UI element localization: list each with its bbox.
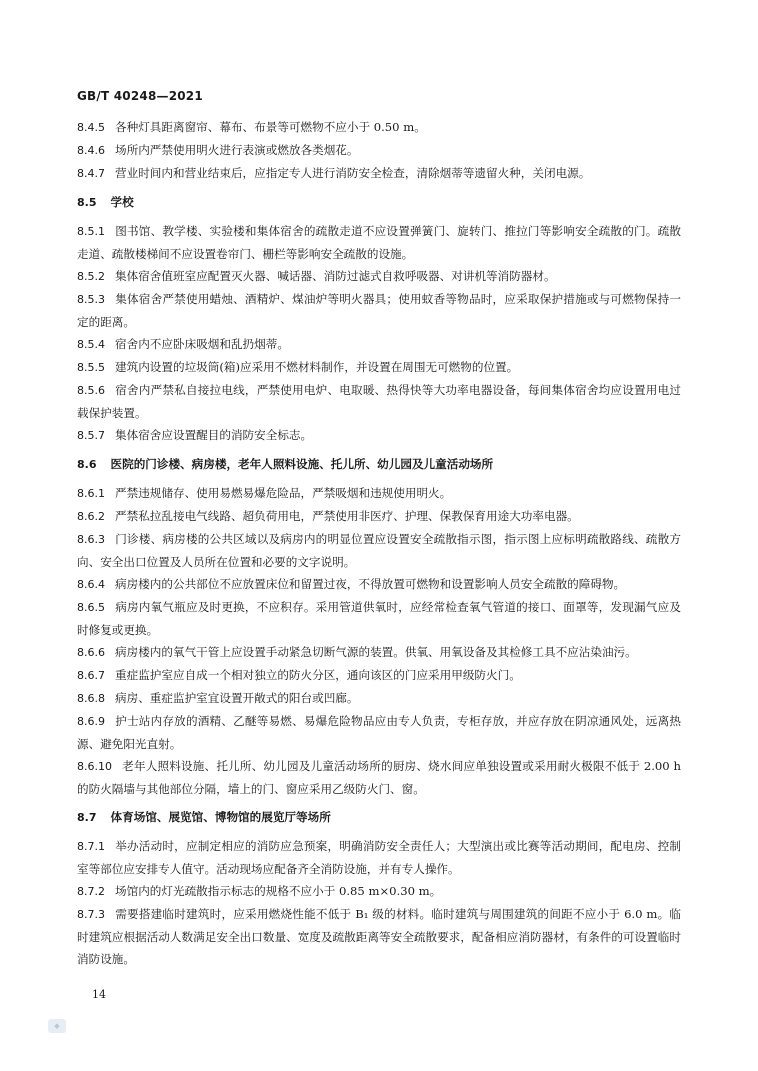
clause-text: 场所内严禁使用明火进行表演或燃放各类烟花。	[115, 143, 359, 157]
clause-number: 8.5.3	[77, 293, 105, 306]
clause-paragraph	[77, 528, 681, 573]
clause-paragraph	[77, 903, 681, 970]
clause-paragraph	[77, 288, 681, 333]
clause-text: 护士站内存放的酒精、乙醚等易燃、易爆危险物品应由专人负责，专柜存放，并应存放在阴凉通风处，远离热源、避免阳光直射。	[77, 714, 681, 751]
clause-number: 8.6	[77, 458, 97, 471]
section-heading	[77, 806, 681, 829]
clause-number: 8.7	[77, 811, 97, 824]
clause-number: 8.6.5	[77, 601, 105, 614]
clause-text: 病房楼内的公共部位不应放置床位和留置过夜，不得放置可燃物和设置影响人员安全疏散的障碍物。	[115, 577, 626, 591]
clause-number: 8.5.2	[77, 270, 105, 283]
page-number: 14	[92, 988, 106, 1001]
clause-text: 集体宿舍值班室应配置灭火器、喊话器、消防过滤式自救呼吸器、对讲机等消防器材。	[115, 269, 556, 283]
section-heading	[77, 453, 681, 476]
clause-paragraph	[77, 687, 681, 710]
clause-paragraph	[77, 835, 681, 880]
clause-number: 8.5.6	[77, 384, 105, 397]
clause-paragraph	[77, 139, 681, 162]
clause-number: 8.7.1	[77, 840, 105, 853]
clause-text: 宿舍内严禁私自接拉电线，严禁使用电炉、电取暖、热得快等大功率电器设备，每间集体宿舍均应设置用电过载保护装置。	[77, 383, 681, 420]
clause-text: 宿舍内不应卧床吸烟和乱扔烟蒂。	[115, 337, 289, 351]
clause-number: 8.7.2	[77, 885, 105, 898]
clause-paragraph	[77, 710, 681, 755]
clause-paragraph	[77, 356, 681, 379]
clause-paragraph	[77, 333, 681, 356]
clause-number: 8.6.6	[77, 646, 105, 659]
clause-number: 8.6.2	[77, 510, 105, 523]
clause-paragraph	[77, 641, 681, 664]
clause-number: 8.6.10	[77, 760, 112, 773]
clause-number: 8.6.4	[77, 578, 105, 591]
clause-number: 8.6.8	[77, 692, 105, 705]
clause-text: 门诊楼、病房楼的公共区域以及病房内的明显位置应设置安全疏散指示图，指示图上应标明疏散路线、疏散方向、安全出口位置及人员所在位置和必要的文字说明。	[77, 532, 681, 569]
clause-paragraph	[77, 162, 681, 185]
clause-paragraph	[77, 880, 681, 903]
clause-text: 场馆内的灯光疏散指示标志的规格不应小于 0.85 m×0.30 m。	[115, 884, 442, 898]
clause-number: 8.6.3	[77, 533, 105, 546]
section-title: 学校	[110, 195, 134, 209]
clause-text: 集体宿舍严禁使用蜡烛、酒精炉、煤油炉等明火器具；使用蚊香等物品时，应采取保护措施或与可燃物保持一定的距离。	[77, 292, 681, 329]
clause-paragraph	[77, 379, 681, 424]
clause-number: 8.5	[77, 196, 97, 209]
clause-number: 8.5.5	[77, 361, 105, 374]
clause-text: 重症监护室应自成一个相对独立的防火分区，通向该区的门应采用甲级防火门。	[115, 668, 521, 682]
clause-number: 8.4.5	[77, 121, 105, 134]
clause-paragraph	[77, 505, 681, 528]
clause-paragraph	[77, 220, 681, 265]
clause-text: 病房楼内的氧气干管上应设置手动紧急切断气源的装置。供氧、用氧设备及其检修工具不应沾染油污。	[115, 645, 637, 659]
clause-number: 8.6.9	[77, 715, 105, 728]
clause-text: 需要搭建临时建筑时，应采用燃烧性能不低于 B₁ 级的材料。临时建筑与周围建筑的间距不应小于 6.0 m。临时建筑应根据活动人数满足安全出口数量、宽度及疏散距离等安全疏散要求，配备相应消防器材，有条件的可设置临时消防设施。	[77, 907, 681, 966]
clause-paragraph	[77, 116, 681, 139]
clause-text: 集体宿舍应设置醒目的消防安全标志。	[115, 428, 313, 442]
clause-number: 8.4.6	[77, 144, 105, 157]
clause-number: 8.5.7	[77, 429, 105, 442]
clause-number: 8.5.4	[77, 338, 105, 351]
clause-paragraph	[77, 573, 681, 596]
clause-text: 病房、重症监护室宜设置开敞式的阳台或凹廊。	[115, 691, 359, 705]
clause-text: 举办活动时，应制定相应的消防应急预案，明确消防安全责任人；大型演出或比赛等活动期间，配电房、控制室等部位应安排专人值守。活动现场应配备齐全消防设施，并有专人操作。	[77, 839, 681, 876]
clause-number: 8.4.7	[77, 167, 105, 180]
page-content	[77, 116, 681, 970]
section-title: 医院的门诊楼、病房楼，老年人照料设施、托儿所、幼儿园及儿童活动场所	[110, 457, 494, 471]
clause-paragraph	[77, 265, 681, 288]
clause-number: 8.6.1	[77, 487, 105, 500]
clause-text: 各种灯具距离窗帘、幕布、布景等可燃物不应小于 0.50 m。	[115, 120, 426, 134]
section-heading	[77, 191, 681, 214]
clause-text: 严禁违规储存、使用易燃易爆危险品，严禁吸烟和违规使用明火。	[115, 486, 452, 500]
clause-text: 建筑内设置的垃圾筒(箱)应采用不燃材料制作，并设置在周围无可燃物的位置。	[115, 360, 519, 374]
clause-text: 病房内氧气瓶应及时更换，不应积存。采用管道供氧时，应经常检查氧气管道的接口、面罩等，发现漏气应及时修复或更换。	[77, 600, 681, 637]
clause-text: 图书馆、教学楼、实验楼和集体宿舍的疏散走道不应设置弹簧门、旋转门、推拉门等影响安全疏散的门。疏散走道、疏散楼梯间不应设置卷帘门、栅栏等影响安全疏散的设施。	[77, 224, 681, 261]
clause-paragraph	[77, 596, 681, 641]
clause-paragraph	[77, 424, 681, 447]
clause-text: 老年人照料设施、托儿所、幼儿园及儿童活动场所的厨房、烧水间应单独设置或采用耐火极限不低于 2.00 h 的防火隔墙与其他部位分隔，墙上的门、窗应采用乙级防火门、窗。	[77, 759, 681, 796]
clause-number: 8.5.1	[77, 225, 105, 238]
clause-number: 8.7.3	[77, 908, 105, 921]
watermark-logo-icon: ◆	[48, 1019, 66, 1033]
clause-paragraph	[77, 482, 681, 505]
clause-text: 营业时间内和营业结束后，应指定专人进行消防安全检查，清除烟蒂等遗留火种，关闭电源。	[115, 166, 591, 180]
standard-number: GB/T 40248—2021	[77, 89, 203, 103]
section-title: 体育场馆、展览馆、博物馆的展览厅等场所	[110, 810, 331, 824]
clause-paragraph	[77, 755, 681, 800]
clause-paragraph	[77, 664, 681, 687]
clause-number: 8.6.7	[77, 669, 105, 682]
clause-text: 严禁私拉乱接电气线路、超负荷用电，严禁使用非医疗、护理、保教保育用途大功率电器。	[115, 509, 579, 523]
